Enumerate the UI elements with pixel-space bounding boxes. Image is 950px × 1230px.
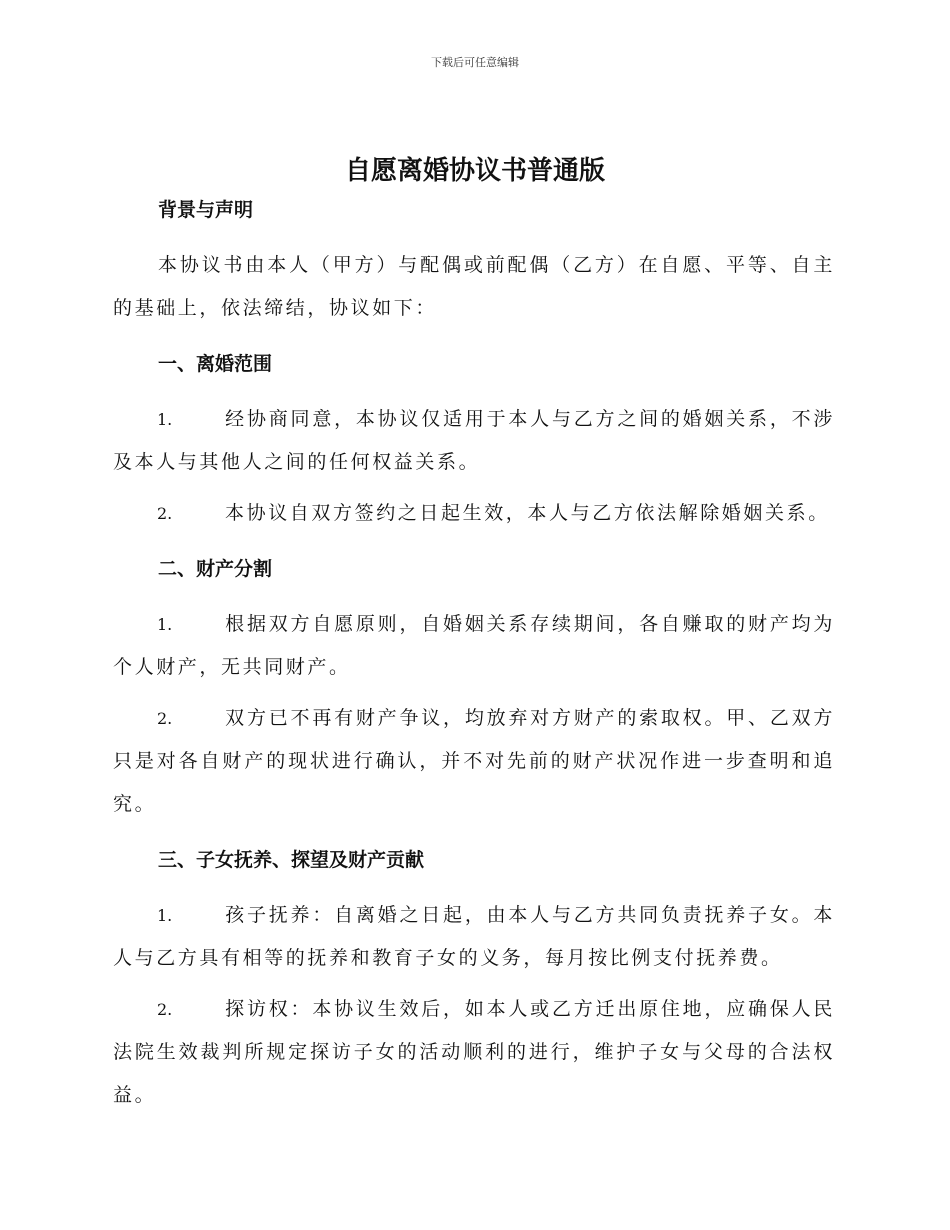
clause-text: 双方已不再有财产争议，均放弃对方财产的索取权。甲、乙双方只是对各自财产的现状进行确认，并不对先前的财产状况作进一步查明和追究。 xyxy=(113,707,835,815)
intro-heading: 背景与声明 xyxy=(158,199,254,221)
section-heading-3: 三、子女抚养、探望及财产贡献 xyxy=(158,849,425,871)
clause-number: 1. xyxy=(157,906,173,925)
intro-paragraph: 本协议书由本人（甲方）与配偶或前配偶（乙方）在自愿、平等、自主的基础上，依法缔结，协议如下： xyxy=(113,254,835,319)
section-heading-1: 一、离婚范围 xyxy=(158,353,273,375)
clause-3-2 xyxy=(113,988,835,1117)
clause-number: 2. xyxy=(157,709,173,728)
document-body xyxy=(113,196,835,1117)
document-title: 自愿离婚协议书普通版 xyxy=(344,156,605,186)
clause-text: 孩子抚养：自离婚之日起，由本人与乙方共同负责抚养子女。本人与乙方具有相等的抚养和教育子女的义务，每月按比例支付抚养费。 xyxy=(113,904,835,969)
clause-number: 1. xyxy=(157,410,173,429)
clause-1-1 xyxy=(113,398,835,484)
clause-text: 探访权：本协议生效后，如本人或乙方迁出原住地，应确保人民法院生效裁判所规定探访子女的活动顺利的进行，维护子女与父母的合法权益。 xyxy=(113,998,835,1106)
section-heading-2: 二、财产分割 xyxy=(158,558,273,580)
clause-text: 根据双方自愿原则，自婚姻关系存续期间，各自赚取的财产均为个人财产，无共同财产。 xyxy=(113,613,835,678)
clause-text: 经协商同意，本协议仅适用于本人与乙方之间的婚姻关系，不涉及本人与其他人之间的任何权益关系。 xyxy=(113,408,835,473)
clause-3-1 xyxy=(113,894,835,980)
clause-number: 2. xyxy=(157,1000,173,1019)
clause-1-2 xyxy=(113,492,835,535)
header-note: 下载后可任意编辑 xyxy=(431,56,519,69)
clause-text: 本协议自双方签约之日起生效，本人与乙方依法解除婚姻关系。 xyxy=(225,502,830,524)
clause-2-2 xyxy=(113,697,835,826)
clause-number: 1. xyxy=(157,615,173,634)
clause-number: 2. xyxy=(157,504,173,523)
clause-2-1 xyxy=(113,603,835,689)
